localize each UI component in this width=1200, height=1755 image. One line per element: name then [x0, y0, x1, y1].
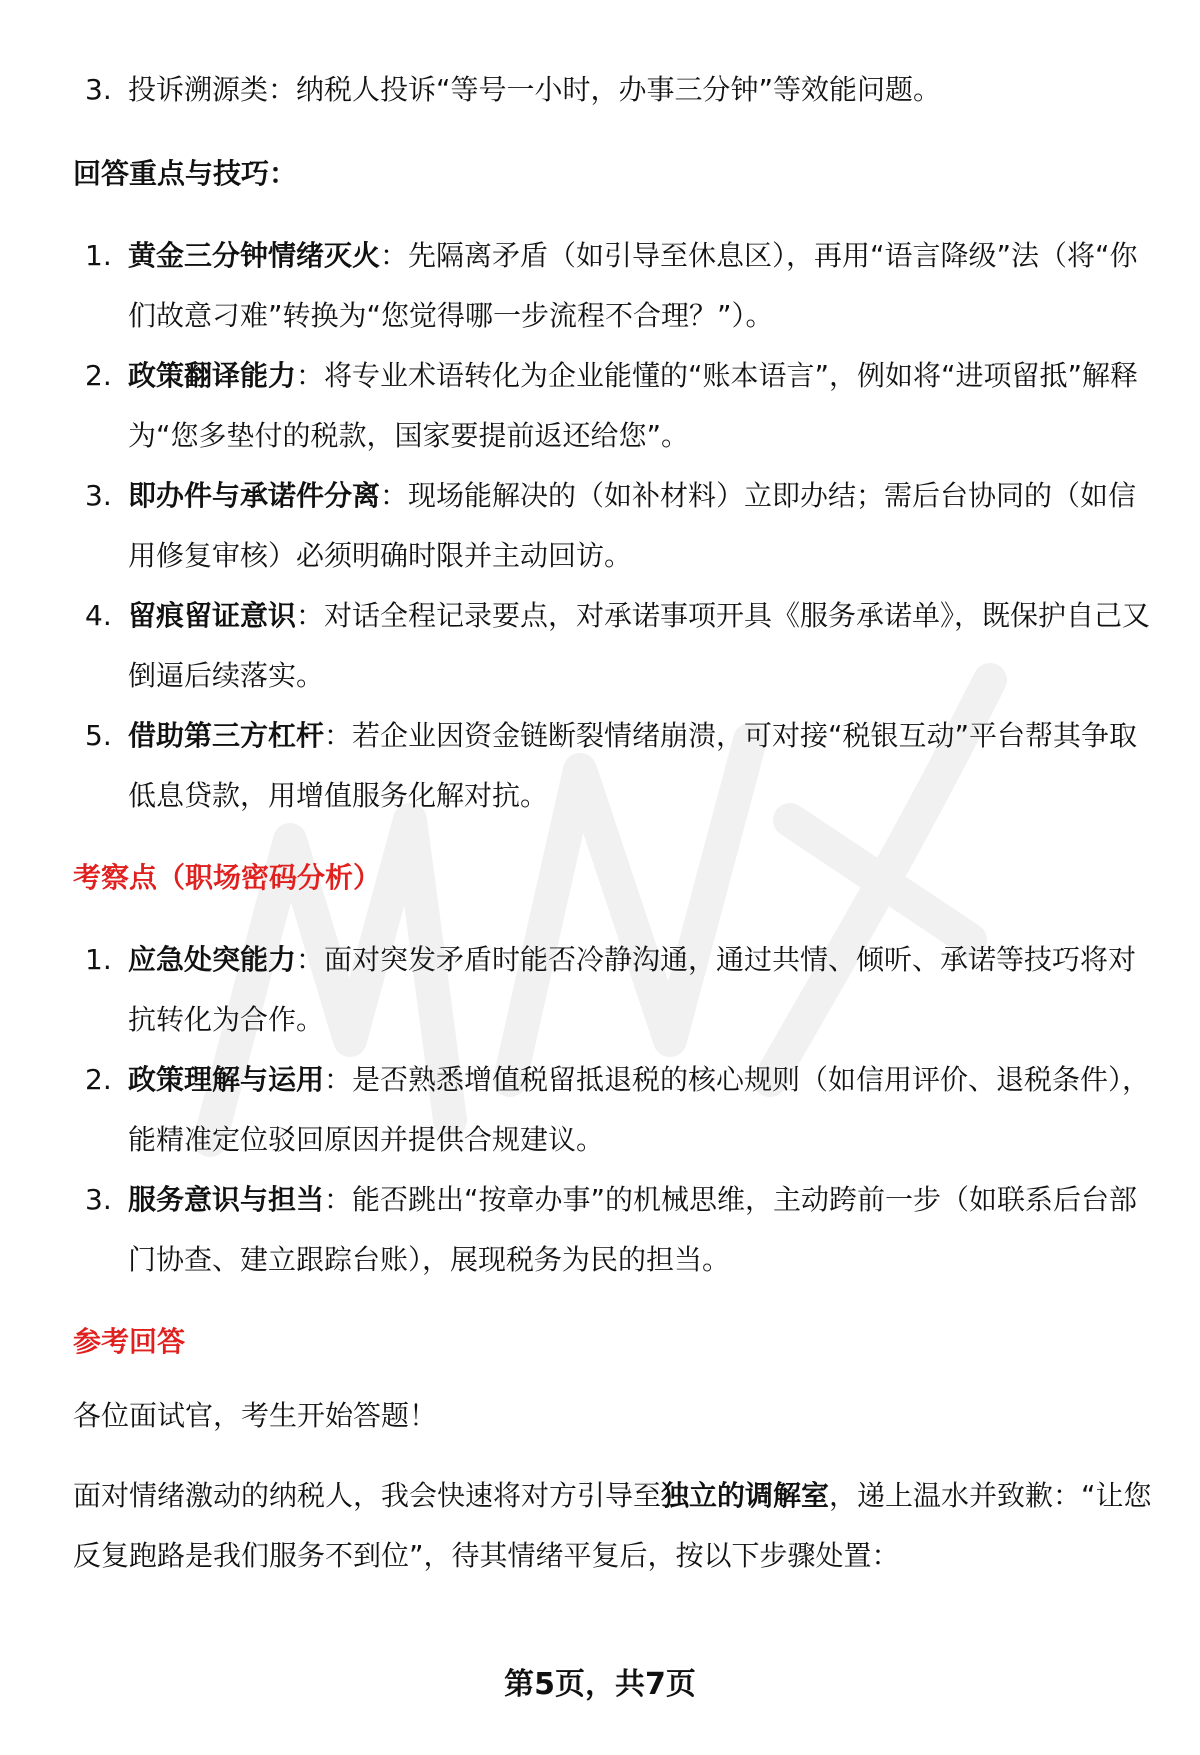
list-item [73, 1050, 1153, 1170]
item-title: 服务意识与担当 [128, 1183, 325, 1216]
section-heading-answer: 参考回答 [73, 1325, 186, 1358]
item-title: 即办件与承诺件分离 [128, 479, 381, 512]
item-text: ：若企业因资金链断裂情绪崩溃，可对接“税银互动”平台帮其争取低息贷款，用增值服务化解对抗。 [128, 719, 1138, 812]
item-text: ：先隔离矛盾（如引导至休息区），再用“语言降级”法（将“你们故意刁难”转换为“您觉得哪一步流程不合理？”）。 [128, 239, 1138, 332]
item-title: 借助第三方杠杆 [128, 719, 325, 752]
item-number: 3. [85, 73, 112, 106]
top-list [73, 60, 1153, 120]
item-title: 黄金三分钟情绪灭火 [128, 239, 381, 272]
item-title: 留痕留证意识 [128, 599, 297, 632]
item-text: 投诉溯源类：纳税人投诉“等号一小时，办事三分钟”等效能问题。 [128, 73, 942, 106]
item-text: ：现场能解决的（如补材料）立即办结；需后台协同的（如信用修复审核）必须明确时限并主动回访。 [128, 479, 1137, 572]
answer-paragraph-2 [73, 1466, 1153, 1586]
item-number: 1. [85, 943, 112, 976]
item-number: 3. [85, 1183, 112, 1216]
item-text: ：将专业术语转化为企业能懂的“账本语言”，例如将“进项留抵”解释为“您多垫付的税款，国家要提前返还给您”。 [128, 359, 1139, 452]
list-item [73, 930, 1153, 1050]
answer-text: 面对情绪激动的纳税人，我会快速将对方引导至 [73, 1479, 662, 1512]
item-text: ：能否跳出“按章办事”的机械思维，主动跨前一步（如联系后台部门协查、建立跟踪台账），展现税务为民的担当。 [128, 1183, 1138, 1276]
page-footer: 第5页，共7页 [504, 1667, 696, 1702]
list-item [73, 466, 1153, 586]
item-text: ：面对突发矛盾时能否冷静沟通，通过共情、倾听、承诺等技巧将对抗转化为合作。 [128, 943, 1137, 1036]
section-heading-tips: 回答重点与技巧： [73, 157, 298, 190]
item-number: 3. [85, 479, 112, 512]
list-item [73, 346, 1153, 466]
item-number: 4. [85, 599, 112, 632]
tips-list [73, 226, 1153, 826]
item-number: 2. [85, 1063, 112, 1096]
item-number: 5. [85, 719, 112, 752]
list-item [73, 706, 1153, 826]
list-item [73, 586, 1153, 706]
answer-highlight: 独立的调解室 [661, 1479, 830, 1512]
item-number: 1. [85, 239, 112, 272]
item-text: ：是否熟悉增值税留抵退税的核心规则（如信用评价、退税条件），能精准定位驳回原因并提供合规建议。 [128, 1063, 1151, 1156]
section-heading-exam: 考察点（职场密码分析） [73, 861, 382, 894]
item-text: ：对话全程记录要点，对承诺事项开具《服务承诺单》，既保护自己又倒逼后续落实。 [128, 599, 1151, 692]
list-item [73, 60, 1153, 120]
exam-list [73, 930, 1153, 1290]
answer-text: ，递上温水并致歉：“让您反复跑路是我们服务不到位”，待其情绪平复后，按以下步骤处置： [73, 1479, 1152, 1572]
content [73, 60, 1153, 1586]
item-title: 政策翻译能力 [128, 359, 297, 392]
item-number: 2. [85, 359, 112, 392]
item-title: 政策理解与运用 [128, 1063, 325, 1096]
answer-paragraph-1: 各位面试官，考生开始答题！ [73, 1399, 438, 1432]
list-item [73, 1170, 1153, 1290]
list-item [73, 226, 1153, 346]
item-title: 应急处突能力 [128, 943, 297, 976]
